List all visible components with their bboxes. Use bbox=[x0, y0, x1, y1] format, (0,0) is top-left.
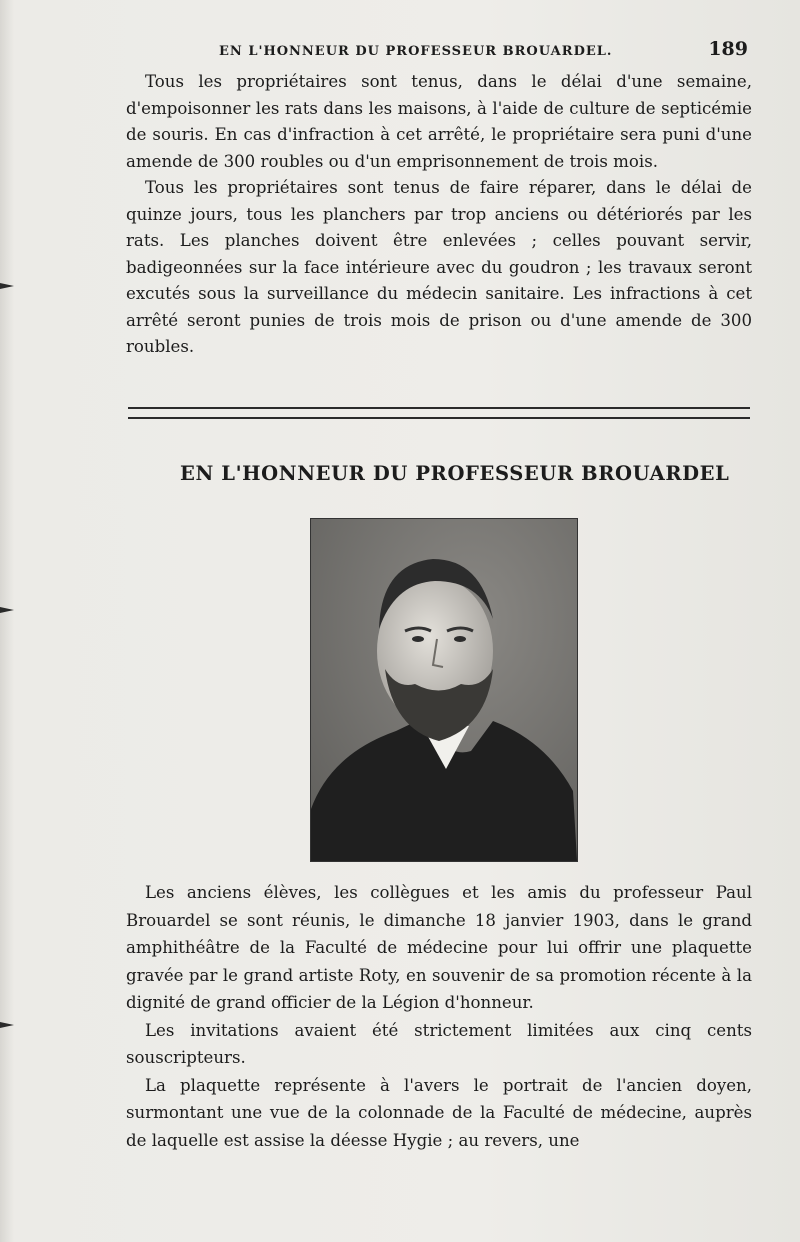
bottom-text-block bbox=[126, 879, 752, 1154]
paragraph: La plaquette représente à l'avers le portrait de l'ancien doyen, surmontant une vue de la colonnade de la Faculté de médecine, auprès de laquelle est assise la déesse Hygie ; au revers, une bbox=[126, 1075, 752, 1150]
portrait-illustration bbox=[311, 519, 577, 861]
paragraph: Tous les propriétaires sont tenus, dans le délai d'une semaine, d'empoisonner les rats dans les maisons, à l'aide de culture de septicémie de souris. En cas d'infraction à cet arrêté, le propriétaire sera puni d'une amende de 300 roubles ou d'un emprisonnement de trois mois. bbox=[126, 72, 752, 171]
paragraph: Les anciens élèves, les collègues et les amis du professeur Paul Brouardel se sont réunis, le dimanche 18 janvier 1903, dans le grand amphithéâtre de la Faculté de médecine pour lui offrir une plaquette gravée par le grand artiste Roty, en souvenir de sa promotion récente à la dignité de grand officier de la Légion d'honneur. bbox=[126, 883, 752, 1012]
running-head bbox=[135, 38, 748, 60]
paragraph: Tous les propriétaires sont tenus de faire réparer, dans le délai de quinze jours, tous les planchers par trop anciens ou détériorés par les rats. Les planches doivent être enlevées ; celles pouvant servir, badigeonnées sur la face intérieure avec du goudron ; les travaux seront excutés sous la surveillance du médecin sanitaire. Les infractions à cet arrêté seront punies de trois mois de prison ou d'une amende de 300 roubles. bbox=[126, 178, 752, 356]
section-separator bbox=[128, 407, 750, 419]
portrait-photo bbox=[310, 518, 578, 862]
margin-mark bbox=[0, 1022, 14, 1028]
top-text-block bbox=[126, 69, 752, 361]
margin-mark bbox=[0, 283, 14, 289]
page-number: 189 bbox=[708, 38, 748, 60]
paragraph: Les invitations avaient été strictement limitées aux cinq cents souscripteurs. bbox=[126, 1020, 752, 1067]
running-title: EN L'HONNEUR DU PROFESSEUR BROUARDEL. bbox=[219, 44, 613, 59]
section-heading: EN L'HONNEUR DU PROFESSEUR BROUARDEL bbox=[180, 462, 730, 485]
margin-mark bbox=[0, 607, 14, 613]
